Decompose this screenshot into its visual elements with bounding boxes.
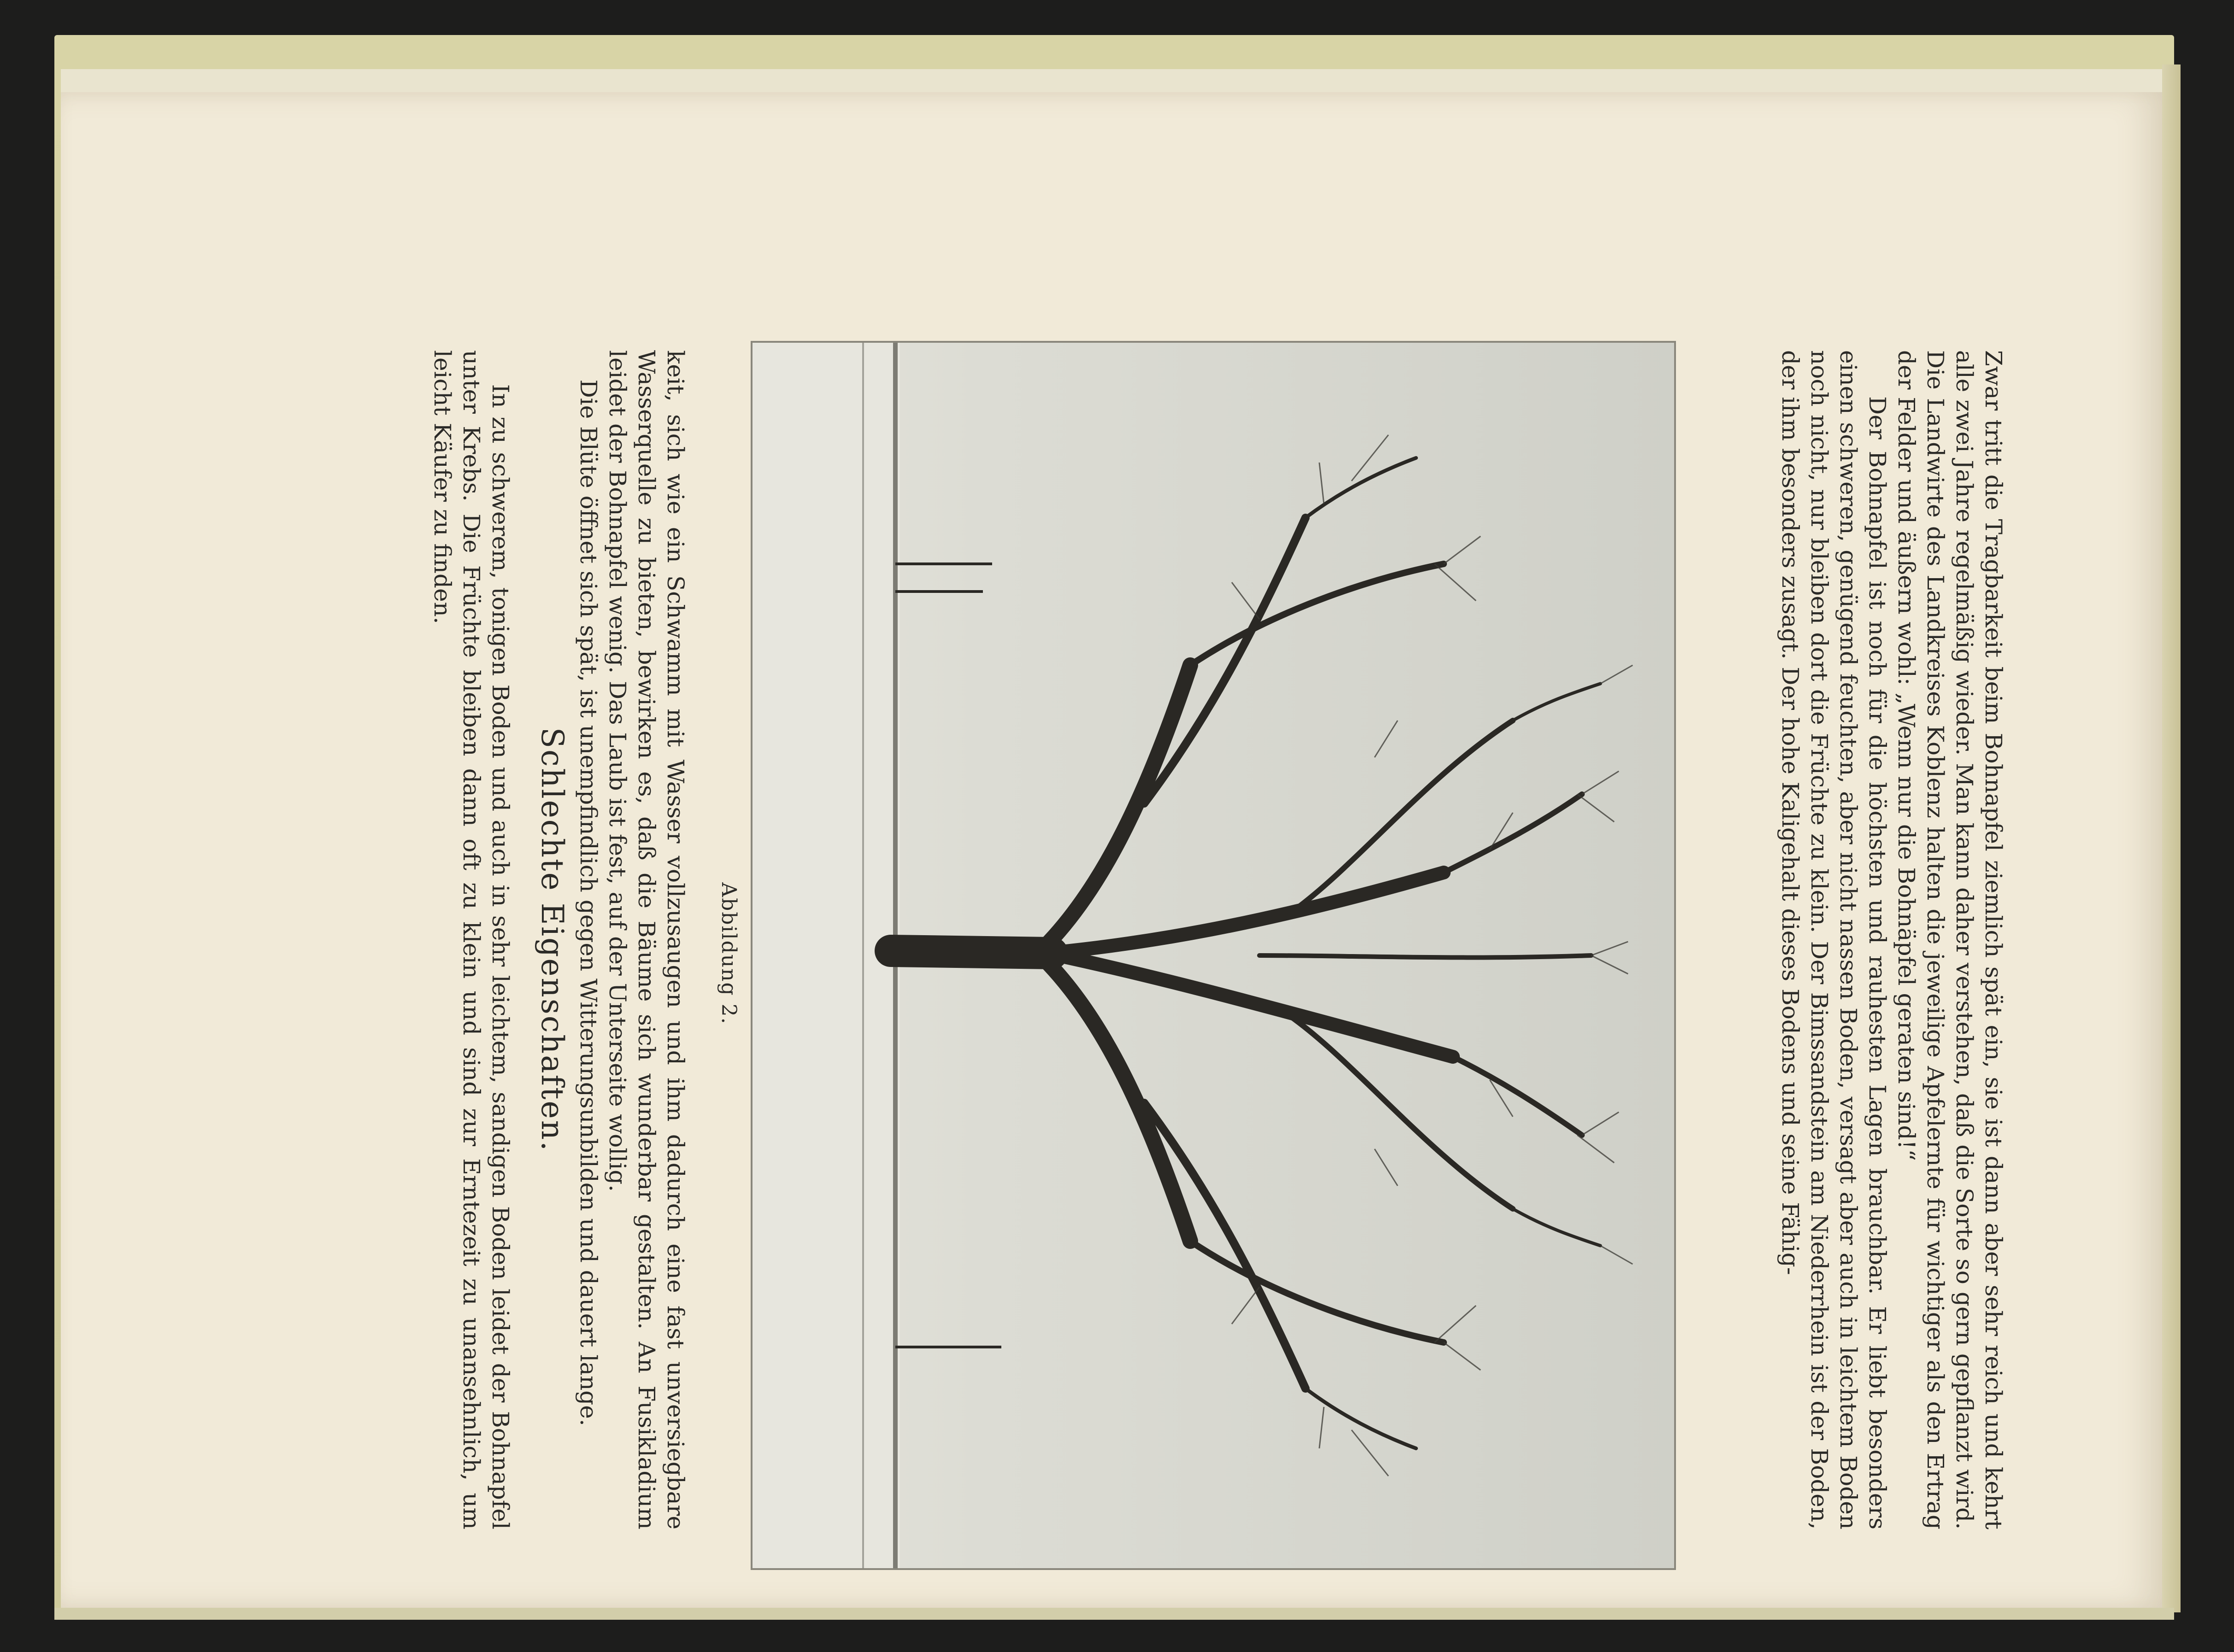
rotated-page-content [61,90,2162,1610]
section-heading: Schlechte Eigenschaften. [535,727,570,1153]
figure-photo [751,341,1676,1570]
book-page [61,92,2162,1608]
book-bottom-edge [54,1608,2174,1620]
paragraph-middle: keit, sich wie ein Schwamm mit Wasser vollzusaugen und ihm dadurch eine fast unversiegbare Wasserquelle zu bieten, bewirken es, daß die Bäume sich wunderbar gestalten. An Fusikladium leidet der Bohnapfel wenig. Das Laub ist fest, auf der Unterseite wollig. Die Blüte öffnet sich spät, ist unempfindlich gegen Witterungsunbilden und dauert lange. [575,350,689,1529]
page-stack-edge [2162,64,2181,1612]
bare-tree-photo-icon [753,343,1674,1568]
figure-caption: Abbildung 2. [717,882,741,1025]
paragraph-bottom: In zu schwerem, tonigen Boden und auch in sehr leichtem, sandigen Boden leidet der Bohnapfel unter Krebs. Die Früchte bleiben dann oft zu klein und sind zur Erntezeit zu unansehnlich, um leicht Käufer zu finden. [429,350,514,1537]
paragraph-top: Zwar tritt die Tragbarkeit beim Bohnapfel ziemlich spät ein, sie ist dann aber sehr reich und kehrt alle zwei Jahre regelmäßig wieder. Man kann daher verstehen, daß die Sorte so gern gepflanzt wird. Die Landwirte des Landkreises Koblenz halten die jeweilige Apfelernte für wichtiger als den Ertrag der Felder und äußern wohl: „Wenn nur die Bohnäpfel geraten sind!“ Der Bohnapfel ist noch für die höchsten und rauhesten Lagen brauchbar. Er liebt besonders einen schweren, genügend feuchten, aber nicht nassen Boden, versagt aber auch in leichtem Boden noch nicht, nur bleiben dort die Früchte zu klein. Der Bimssandstein am Niederrhein ist der Boden, der ihm besonders zusagt. Der hohe Kaligehalt dieses Bodens und seine Fähig- [1777,350,2007,1529]
